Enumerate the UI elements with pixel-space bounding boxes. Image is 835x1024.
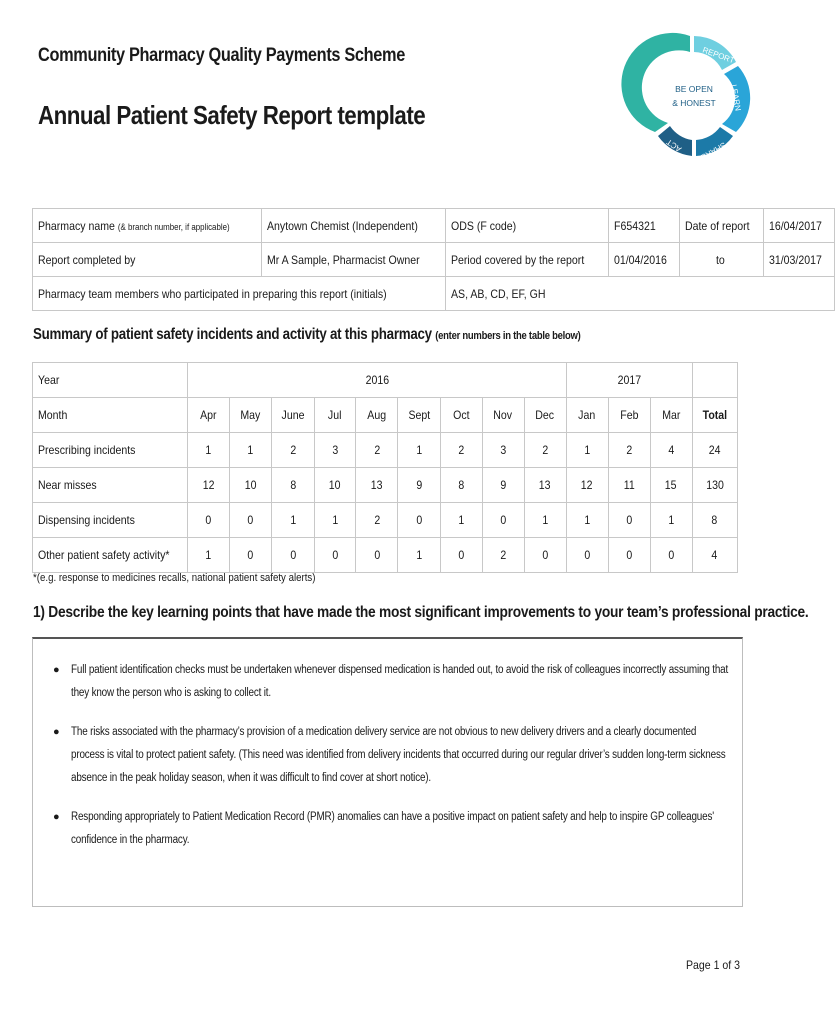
info-row-pharmacy bbox=[33, 209, 835, 243]
count-cell[interactable]: 11 bbox=[608, 468, 650, 503]
date-field[interactable]: 16/04/2017 bbox=[764, 209, 835, 243]
year-2017: 2017 bbox=[566, 363, 692, 398]
count-cell[interactable]: 1 bbox=[188, 433, 230, 468]
month-header: Sept bbox=[398, 398, 440, 433]
count-cell[interactable]: 0 bbox=[356, 538, 398, 573]
count-cell[interactable]: 2 bbox=[440, 433, 482, 468]
month-header: Oct bbox=[440, 398, 482, 433]
row-label: Near misses bbox=[33, 468, 188, 503]
count-cell[interactable]: 9 bbox=[482, 468, 524, 503]
ods-field[interactable]: F654321 bbox=[608, 209, 679, 243]
count-cell[interactable]: 2 bbox=[272, 433, 314, 468]
count-cell[interactable]: 1 bbox=[230, 433, 272, 468]
date-label: Date of report bbox=[679, 209, 763, 243]
count-cell[interactable]: 1 bbox=[398, 433, 440, 468]
team-field[interactable]: AS, AB, CD, EF, GH bbox=[446, 277, 835, 311]
row-label: Prescribing incidents bbox=[33, 433, 188, 468]
logo-center-line2: & HONEST bbox=[672, 98, 716, 108]
logo-word-review: REVIEW bbox=[647, 75, 667, 109]
month-header: Jul bbox=[314, 398, 356, 433]
info-row-completed bbox=[33, 243, 835, 277]
table-row bbox=[33, 433, 738, 468]
bullet-text: Full patient identification checks must be undertaken whenever dispensed medication is handed out, to avoid the risk of colleagues incorrectly assuming that they know the person who is asking to collect it. bbox=[71, 664, 729, 699]
count-cell[interactable]: 2 bbox=[524, 433, 566, 468]
pharmacy-name-field[interactable]: Anytown Chemist (Independent) bbox=[261, 209, 445, 243]
summary-heading: Summary of patient safety incidents and activity at this pharmacy (enter numbers in the table below) bbox=[33, 326, 581, 343]
bullet-text: The risks associated with the pharmacy’s provision of a medication delivery service are not obvious to new delivery drivers and a clearly documented process is vital to protect patient safety. (This need was identified from delivery incidents that occurred during our regular driver’s sudden long-term sickness absence in the peak holiday season, when it was difficult to find cover at short notice). bbox=[71, 726, 726, 784]
count-cell[interactable]: 0 bbox=[188, 503, 230, 538]
count-cell[interactable]: 10 bbox=[230, 468, 272, 503]
count-cell[interactable]: 1 bbox=[524, 503, 566, 538]
count-cell[interactable]: 0 bbox=[230, 503, 272, 538]
year-total-blank bbox=[692, 363, 737, 398]
count-cell[interactable]: 13 bbox=[524, 468, 566, 503]
incident-summary-table bbox=[32, 362, 738, 573]
count-cell[interactable]: 2 bbox=[608, 433, 650, 468]
row-total: 24 bbox=[692, 433, 737, 468]
table-row bbox=[33, 538, 738, 573]
month-header: May bbox=[230, 398, 272, 433]
count-cell[interactable]: 12 bbox=[566, 468, 608, 503]
table-row bbox=[33, 503, 738, 538]
count-cell[interactable]: 0 bbox=[650, 538, 692, 573]
count-cell[interactable]: 0 bbox=[314, 538, 356, 573]
year-2016: 2016 bbox=[188, 363, 566, 398]
count-cell[interactable]: 2 bbox=[482, 538, 524, 573]
summary-heading-note: (enter numbers in the table below) bbox=[435, 330, 581, 342]
pharmacy-name-note: (& branch number, if applicable) bbox=[117, 221, 230, 232]
count-cell[interactable]: 1 bbox=[650, 503, 692, 538]
count-cell[interactable]: 0 bbox=[524, 538, 566, 573]
pharmacy-name-label: Pharmacy name (& branch number, if applicable) bbox=[33, 209, 262, 243]
count-cell[interactable]: 0 bbox=[566, 538, 608, 573]
bullet-icon: ● bbox=[53, 726, 60, 738]
list-item bbox=[51, 721, 741, 790]
logo-word-share: SHARE bbox=[699, 140, 728, 162]
count-cell[interactable]: 1 bbox=[566, 433, 608, 468]
completed-by-field[interactable]: Mr A Sample, Pharmacist Owner bbox=[261, 243, 445, 277]
year-label: Year bbox=[33, 363, 188, 398]
pharmacy-info-table bbox=[32, 208, 835, 311]
row-label: Dispensing incidents bbox=[33, 503, 188, 538]
count-cell[interactable]: 15 bbox=[650, 468, 692, 503]
count-cell[interactable]: 2 bbox=[356, 433, 398, 468]
year-row bbox=[33, 363, 738, 398]
count-cell[interactable]: 2 bbox=[356, 503, 398, 538]
count-cell[interactable]: 3 bbox=[482, 433, 524, 468]
count-cell[interactable]: 1 bbox=[314, 503, 356, 538]
count-cell[interactable]: 0 bbox=[440, 538, 482, 573]
total-header: Total bbox=[692, 398, 737, 433]
month-header: Jan bbox=[566, 398, 608, 433]
month-label: Month bbox=[33, 398, 188, 433]
count-cell[interactable]: 0 bbox=[482, 503, 524, 538]
question-1-heading: 1) Describe the key learning points that have made the most significant improvements to your team’s professional practice. bbox=[33, 604, 809, 621]
row-label: Other patient safety activity* bbox=[33, 538, 188, 573]
period-label: Period covered by the report bbox=[446, 243, 608, 277]
bullet-icon: ● bbox=[53, 811, 60, 823]
info-row-team bbox=[33, 277, 835, 311]
bullet-icon: ● bbox=[53, 664, 60, 676]
month-header: June bbox=[272, 398, 314, 433]
count-cell[interactable]: 12 bbox=[188, 468, 230, 503]
month-header: Nov bbox=[482, 398, 524, 433]
count-cell[interactable]: 1 bbox=[398, 538, 440, 573]
count-cell[interactable]: 8 bbox=[440, 468, 482, 503]
month-row bbox=[33, 398, 738, 433]
count-cell[interactable]: 0 bbox=[398, 503, 440, 538]
table-footnote: *(e.g. response to medicines recalls, national patient safety alerts) bbox=[33, 572, 316, 584]
count-cell[interactable]: 0 bbox=[608, 503, 650, 538]
period-to-label: to bbox=[679, 243, 763, 277]
month-header: Mar bbox=[650, 398, 692, 433]
table-row bbox=[33, 468, 738, 503]
month-header: Feb bbox=[608, 398, 650, 433]
count-cell[interactable]: 0 bbox=[272, 538, 314, 573]
count-cell[interactable]: 0 bbox=[230, 538, 272, 573]
count-cell[interactable]: 8 bbox=[272, 468, 314, 503]
page-number: Page 1 of 3 bbox=[686, 958, 741, 972]
month-header: Apr bbox=[188, 398, 230, 433]
question-1-answer-box[interactable] bbox=[32, 637, 743, 907]
logo-word-learn: LEARN bbox=[729, 83, 743, 112]
count-cell[interactable]: 1 bbox=[188, 538, 230, 573]
logo-center-line1: BE OPEN bbox=[675, 84, 713, 94]
row-total: 4 bbox=[692, 538, 737, 573]
period-end-field[interactable]: 31/03/2017 bbox=[764, 243, 835, 277]
be-open-honest-logo bbox=[640, 30, 748, 188]
count-cell[interactable]: 3 bbox=[314, 433, 356, 468]
team-label: Pharmacy team members who participated in preparing this report (initials) bbox=[33, 277, 446, 311]
period-start-field[interactable]: 01/04/2016 bbox=[608, 243, 679, 277]
scheme-title: Community Pharmacy Quality Payments Scheme bbox=[38, 45, 405, 66]
list-item bbox=[51, 659, 741, 705]
month-header: Dec bbox=[524, 398, 566, 433]
ods-label: ODS (F code) bbox=[446, 209, 608, 243]
list-item bbox=[51, 806, 741, 852]
row-total: 130 bbox=[692, 468, 737, 503]
count-cell[interactable]: 13 bbox=[356, 468, 398, 503]
logo-word-act: ACT bbox=[664, 137, 684, 154]
page-title: Annual Patient Safety Report template bbox=[38, 100, 426, 130]
completed-by-label: Report completed by bbox=[33, 243, 262, 277]
count-cell[interactable]: 1 bbox=[566, 503, 608, 538]
count-cell[interactable]: 9 bbox=[398, 468, 440, 503]
logo-word-report: REPORT bbox=[701, 45, 736, 66]
month-header: Aug bbox=[356, 398, 398, 433]
count-cell[interactable]: 1 bbox=[440, 503, 482, 538]
row-total: 8 bbox=[692, 503, 737, 538]
count-cell[interactable]: 0 bbox=[608, 538, 650, 573]
bullet-text: Responding appropriately to Patient Medication Record (PMR) anomalies can have a positive impact on patient safety and help to inspire GP colleagues' confidence in the pharmacy. bbox=[71, 811, 714, 846]
count-cell[interactable]: 10 bbox=[314, 468, 356, 503]
count-cell[interactable]: 1 bbox=[272, 503, 314, 538]
count-cell[interactable]: 4 bbox=[650, 433, 692, 468]
answer-bullet-list bbox=[51, 659, 741, 868]
